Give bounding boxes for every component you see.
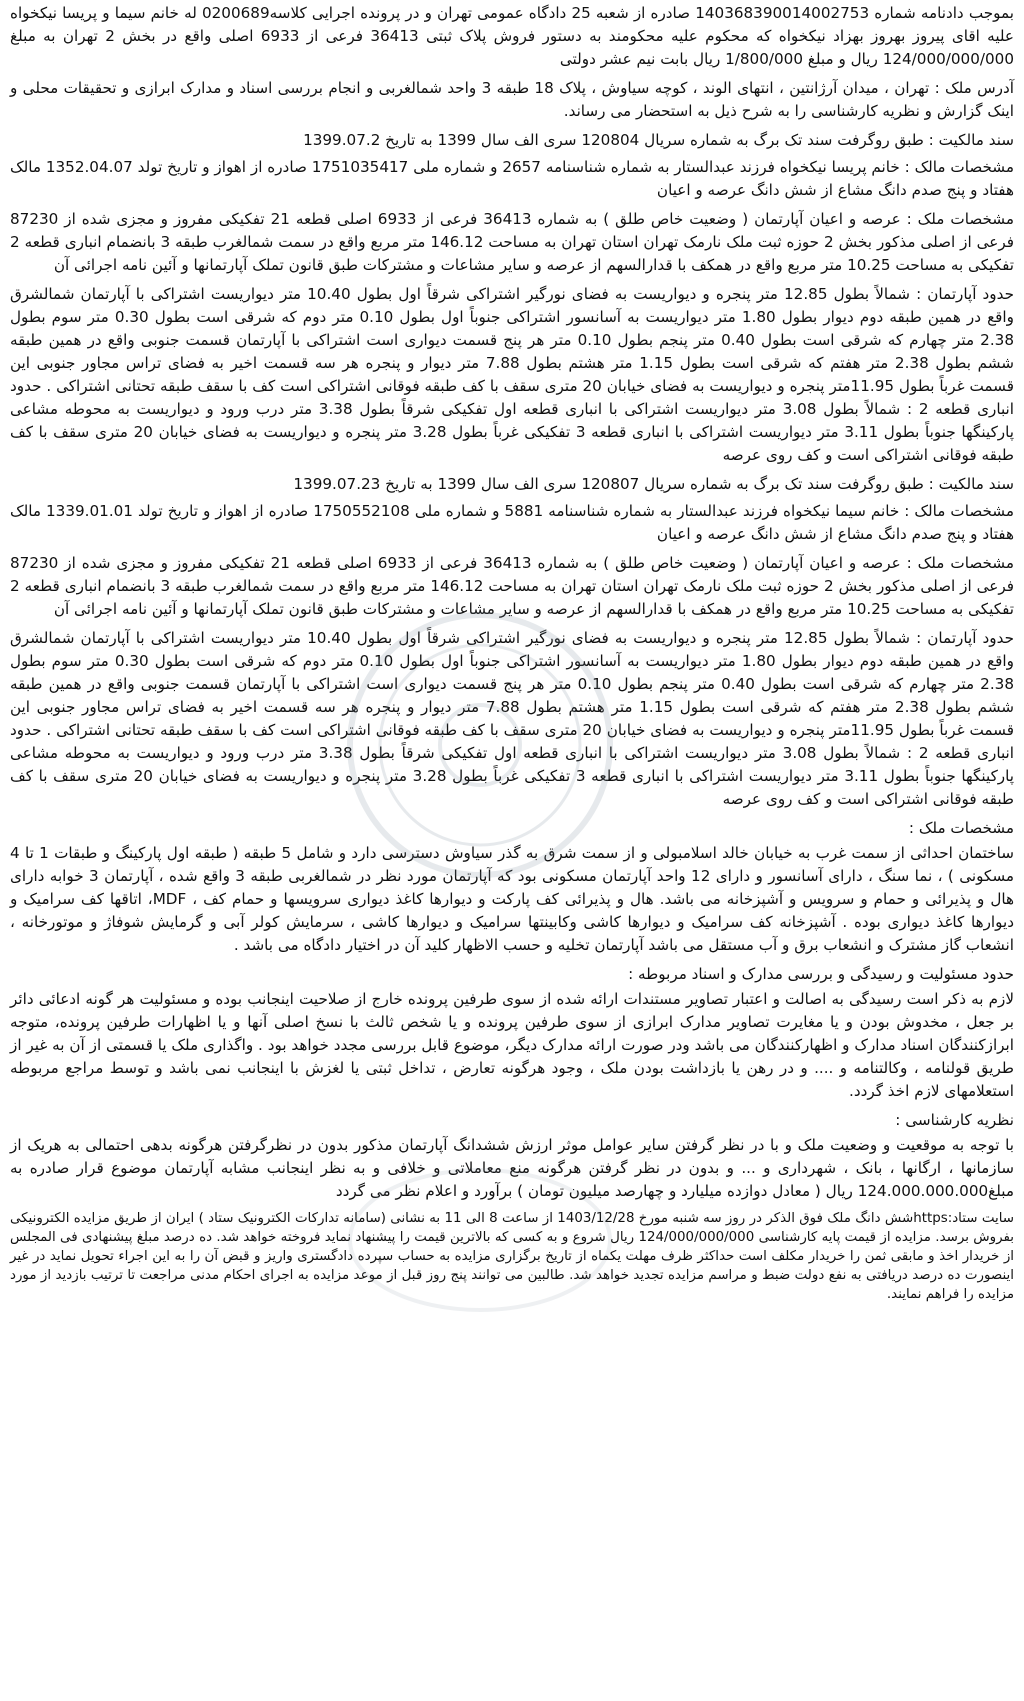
- responsibility-text: لازم به ذکر است رسیدگی به اصالت و اعتبار تصاویر مستندات ارائه شده از سوی طرفین پرونده خارج از صلاحیت اینجانب بوده و مسئولیت هر گونه ادعائی دائر بر جعل ، مخدوش بودن و یا مغایرت تصاویر مدارک ابرازی از سوی طرفین پرونده و یا شخص ثالث با نسخ اصلی آنها و یا اظهارات طرفین پرونده، متوجه ابرازکنندگان اسناد مدارک و اظهارکنندگان می باشد ودر صورت ارائه مدارک دیگر، موضوع قابل بررسی مجدد خواهد بود . واگذاری ملک یا قسمتی از آن به غیر از طریق قولنامه ، وکالتنامه و .... و در رهن یا بازداشت بودن ملک ، وجود هرگونه تعارض ، تداخل ثبتی یا لغزش با اینجانب نمی باشد و توسط مراجع مربوطه استعلامهای لازم اخذ گردد.: [10, 990, 1014, 1100]
- intro-paragraph: بموجب دادنامه شماره 140368390014002753 صادره از شعبه 25 دادگاه عمومی تهران و در پرونده اجرایی کلاسه0200689 له خانم سیما و پریسا نیکخواه علیه اقای پیروز بهروز بهزاد نیکخواه که محکوم علیه محکومند به دستور فروش پلاک ثبتی 36413 فرعی از 6933 اصلی واقع در بخش 2 تهران به مبلغ 124/000/000/000 ریال و مبلغ 1/800/000 ریال بابت نیم عشر دولتی: [10, 4, 1014, 68]
- owner-details-2: مشخصات مالک : خانم سیما نیکخواه فرزند عبدالستار به شماره شناسنامه 5881 و شماره ملی 1750552108 صادره از اهواز و تاریخ تولد 1339.01.01 مالک هفتاد و پنج صدم دانگ مشاع از شش دانگ عرصه و اعیان: [10, 502, 1014, 543]
- title-deed-2: سند مالکیت : طبق روگرفت سند تک برگ به شماره سریال 120807 سری الف سال 1399 به تاریخ 1399.07.23: [293, 475, 1014, 493]
- property-details-1: مشخصات ملک : عرصه و اعیان آپارتمان ( وضعیت خاص طلق ) به شماره 36413 فرعی از 6933 اصلی قطعه 21 تفکیکی مفروز و مجزی شده از 87230 فرعی از اصلی مذکور بخش 2 حوزه ثبت ملک نارمک تهران استان تهران به مساحت 146.12 متر مربع واقع در سمت شمالغرب طبقه 3 بانضمام انباری قطعه 2 تفکیکی به مساحت 10.25 متر مربع واقع در همکف با قدارالسهم از عرصه و سایر مشاعات و مشترکات طبق قانون تملک آپارتمانها و آئین نامه اجرائی آن: [10, 210, 1014, 274]
- apartment-boundaries-2: حدود آپارتمان : شمالاً بطول 12.85 متر پنجره و دیواریست به فضای نورگیر اشتراکی شرقاً اول بطول 10.40 متر دیواریست اشتراکی با آپارتمان شمالشرق واقع در همین طبقه دوم دیوار بطول 1.80 متر دیواریست به آسانسور اشتراکی جنوباً اول بطول 0.10 متر دوم که شرقی است بطول 0.30 متر سوم بطول 2.38 متر چهارم که شرقی است بطول 0.40 متر پنجم بطول 0.10 متر هر پنج قسمت دیواری است اشتراکی با آپارتمان قسمت جنوبی واقع در همین طبقه ششم بطول 2.38 متر هفتم که شرقی است بطول 1.15 متر هشتم بطول 7.88 متر دیوار و پنجره هر سه قسمت اخیر به فضای تراس مجاور جنوبی این قسمت غرباً بطول 11.95متر پنجره و دیواریست به فضای خیابان 20 متری سقف با کف طبقه فوقانی اشتراکی است کف با سقف طبقه تحتانی اشتراکی . حدود انباری قطعه 2 : شمالاً بطول 3.08 متر دیواریست اشتراکی با انباری قطعه اول تفکیکی شرقاً بطول 3.38 متر درب ورود و دیواریست به محوطه مشاعی پارکینگها جنوباً بطول 3.11 متر دیواریست اشتراکی با انباری قطعه 3 تفکیکی غرباً بطول 3.28 متر پنجره و دیواریست به فضای خیابان 20 متری سقف با کف طبقه فوقانی اشتراکی است و کف روی عرصه: [10, 629, 1015, 808]
- property-address: آدرس ملک : تهران ، میدان آرژانتین ، انتهای الوند ، کوچه سیاوش ، پلاک 18 طبقه 3 واحد شمالغربی و انجام بررسی اسناد و مدارک ابرازی و تحقیقات محلی و اینک گزارش و نظریه کارشناسی را به شرح ذیل به استحضار می رساند.: [10, 79, 1014, 120]
- expert-opinion-heading: نظریه کارشناسی :: [895, 1111, 1014, 1129]
- owner-details-1: مشخصات مالک : خانم پریسا نیکخواه فرزند عبدالستار به شماره شناسنامه 2657 و شماره ملی 1751035417 صادره از اهواز و تاریخ تولد 1352.04.07 مالک هفتاد و پنج صدم دانگ مشاع از شش دانگ عرصه و اعیان: [10, 158, 1014, 199]
- building-description: ساختمان احداثی از سمت غرب به خیابان خالد اسلامبولی و از سمت شرق به گذر سیاوش دسترسی دارد و شامل 5 طبقه ( طبقه اول پارکینگ و طبقات 1 تا 4 مسکونی ) ، نما سنگ ، دارای آسانسور و دارای 12 واحد آپارتمان مسکونی بود که آپارتمان مورد نظر در شمالغربی طبقه 3 واقع شده ، آپارتمان 3 خوابه دارای هال و پذیرائی و حمام و سرویس و آشپزخانه می باشد. هال و پذیرائی کف پارکت و دیوارها کاغذ دیواری سرویسها و حمام کف ، MDF، اتاقها کف سرامیک و دیوارها کاغذ دیواری بوده . آشپزخانه کف سرامیک و دیوارها کاشی وکابینتها سرامیک و دیوارها کاشی ، سرمایش کولر آبی و گرمایش شوفاژ و موتورخانه ، انشعاب گاز مشترک و انشعاب برق و آب مستقل می باشد آپارتمان تخلیه و حسب الاظهار کلید آن در اختیار دادگاه می باشد .: [10, 844, 1015, 954]
- apartment-boundaries-1: حدود آپارتمان : شمالاً بطول 12.85 متر پنجره و دیواریست به فضای نورگیر اشتراکی شرقاً اول بطول 10.40 متر دیواریست اشتراکی با آپارتمان شمالشرق واقع در همین طبقه دوم دیوار بطول 1.80 متر دیواریست به آسانسور اشتراکی جنوباً اول بطول 0.10 متر دوم که شرقی است بطول 0.30 متر سوم بطول 2.38 متر چهارم که شرقی است بطول 0.40 متر پنجم بطول 0.10 متر هر پنج قسمت دیواری است اشتراکی با آپارتمان قسمت جنوبی واقع در همین طبقه ششم بطول 2.38 متر هفتم که شرقی است بطول 1.15 متر هشتم بطول 7.88 متر دیوار و پنجره هر سه قسمت اخیر به فضای تراس مجاور جنوبی این قسمت غرباً بطول 11.95متر پنجره و دیواریست به فضای خیابان 20 متری سقف با کف طبقه فوقانی اشتراکی است کف با سقف طبقه تحتانی اشتراکی . حدود انباری قطعه 2 : شمالاً بطول 3.08 متر دیواریست اشتراکی با انباری قطعه اول تفکیکی شرقاً بطول 3.38 متر درب ورود و دیواریست به محوطه مشاعی پارکینگها جنوباً بطول 3.11 متر دیواریست اشتراکی با انباری قطعه 3 تفکیکی غرباً بطول 3.28 متر پنجره و دیواریست به فضای خیابان 20 متری سقف با کف طبقه فوقانی اشتراکی است و کف روی عرصه: [10, 285, 1015, 464]
- property-specs-heading: مشخصات ملک :: [908, 819, 1014, 837]
- responsibility-heading: حدود مسئولیت و رسیدگی و بررسی مدارک و اسناد مربوطه :: [628, 965, 1014, 983]
- auction-notice: سایت ستاد:httpsشش دانگ ملک فوق الذکر در روز سه شنبه مورخ 1403/12/28 از ساعت 8 الی 11 به نشانی (سامانه تدارکات الکترونیک ستاد ) ایران از طریق مزایده الکترونیکی بفروش برسد. مزایده از قیمت پایه کارشناسی 124/000/000/000 ریال شروع و به کسی که بالاترین قیمت را پیشنهاد نماید فروخته خواهد شد. ده درصد مبلغ پیشنهادی فی المجلس از خریدار اخذ و مابقی ثمن را خریدار مکلف است حداکثر ظرف مهلت یکماه از تاریخ برگزاری مزایده به حساب سپرده دادگستری واریز و قبض آن را به این اجراء تحویل نماید در غیر اینصورت ده درصد دریافتی به نفع دولت ضبط و مراسم مزایده تجدید خواهد شد. طالبین می توانند پنج روز قبل از موعد مزایده به اجرای احکام مدنی مراجعت تا ترتیب بازدید از مورد مزایده را فراهم نمایند.: [10, 1211, 1015, 1302]
- property-details-2: مشخصات ملک : عرصه و اعیان آپارتمان ( وضعیت خاص طلق ) به شماره 36413 فرعی از 6933 اصلی قطعه 21 تفکیکی مفروز و مجزی شده از 87230 فرعی از اصلی مذکور بخش 2 حوزه ثبت ملک نارمک تهران استان تهران به مساحت 146.12 متر مربع واقع در سمت شمالغرب طبقه 3 بانضمام انباری قطعه 2 تفکیکی به مساحت 10.25 متر مربع واقع در همکف با قدارالسهم از عرصه و سایر مشاعات و مشترکات طبق قانون تملک آپارتمانها و آئین نامه اجرائی آن: [10, 554, 1014, 618]
- expert-opinion-text: با توجه به موقعیت و وضعیت ملک و با در نظر گرفتن سایر عوامل موثر ارزش ششدانگ آپارتمان مذکور بدون در نظرگرفتن هرگونه بدهی احتمالی به هریک از سازمانها ، ارگانها ، بانک ، شهرداری و ... و بدون در نظر گرفتن هرگونه منع معاملاتی و خلافی و به نظر اینجانب مشابه آپارتمان موضوع قرار صادره به مبلغ124.000.000.000 ریال ( معادل دوازده میلیارد و چهارصد میلیون تومان ) برآورد و اعلام نظر می گردد: [10, 1136, 1014, 1200]
- title-deed-1: سند مالکیت : طبق روگرفت سند تک برگ به شماره سریال 120804 سری الف سال 1399 به تاریخ 1399.07.2: [303, 131, 1014, 149]
